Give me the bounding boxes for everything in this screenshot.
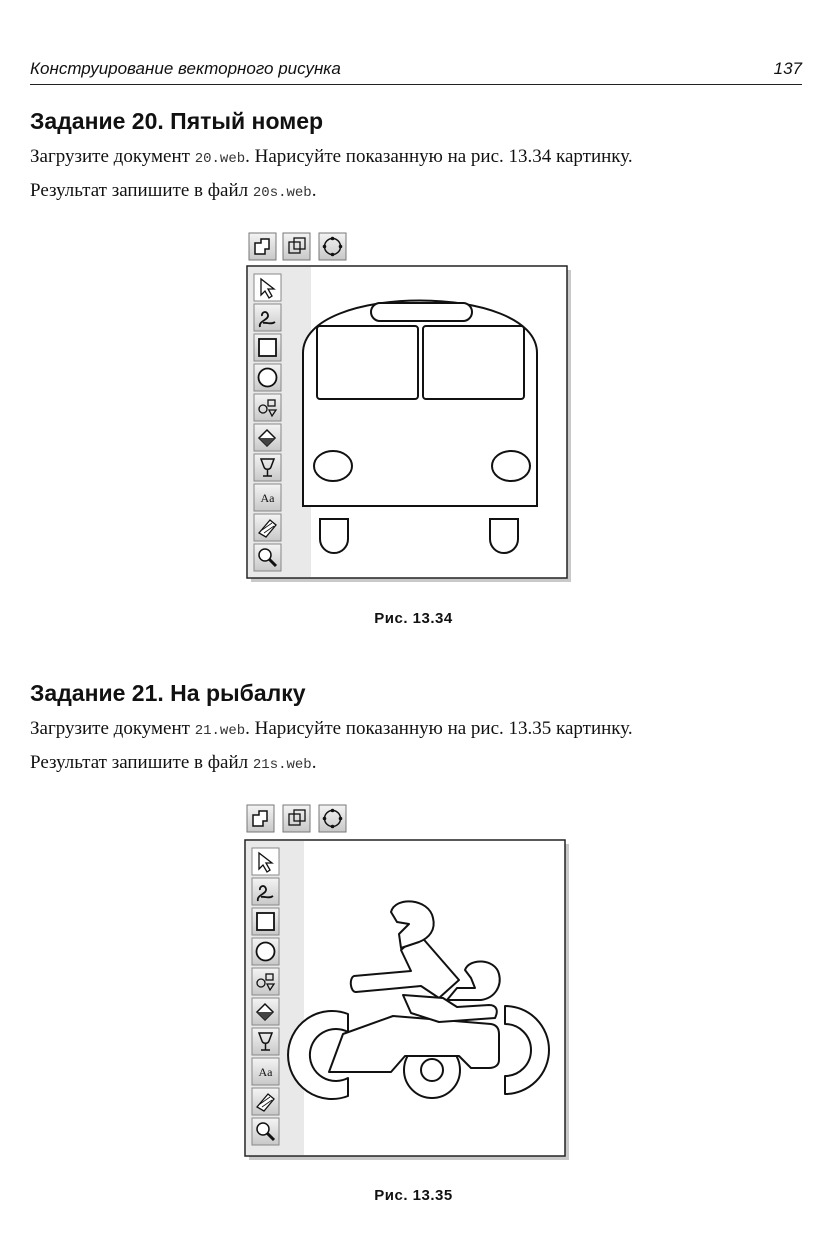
figure-13-34 <box>245 230 585 590</box>
page-number: 137 <box>773 59 802 78</box>
task-21-heading: Задание 21. На рыбалку <box>30 680 306 706</box>
intersect-icon[interactable] <box>283 805 310 832</box>
bus-windshield-right <box>423 326 524 399</box>
ellipse-icon[interactable] <box>252 938 279 965</box>
file-name: 20s.web <box>252 185 312 201</box>
fill-icon[interactable] <box>254 424 281 451</box>
rotate-icon[interactable] <box>319 233 346 260</box>
arrow-icon[interactable] <box>252 848 279 875</box>
freehand-icon[interactable] <box>252 878 279 905</box>
text-tool-icon[interactable] <box>254 484 281 511</box>
bus-headlight-left <box>314 451 352 481</box>
rectangle-icon[interactable] <box>252 908 279 935</box>
rectangle-icon[interactable] <box>254 334 281 361</box>
file-name: 21s.web <box>252 757 312 773</box>
fill-icon[interactable] <box>252 998 279 1025</box>
running-header-title: Конструирование векторного рисунка <box>30 59 341 78</box>
zoom-icon[interactable] <box>254 544 281 571</box>
rotate-icon[interactable] <box>319 805 346 832</box>
goblet-icon[interactable] <box>252 1028 279 1055</box>
eraser-icon[interactable] <box>252 1088 279 1115</box>
svg-text:Aa: Aa <box>260 491 275 505</box>
bus-windshield-left <box>317 326 418 399</box>
goblet-icon[interactable] <box>254 454 281 481</box>
freehand-icon[interactable] <box>254 304 281 331</box>
text-tool-icon[interactable] <box>252 1058 279 1085</box>
file-name: 20.web <box>194 151 246 167</box>
figure-caption: Рис. 13.34 <box>374 610 453 627</box>
running-header <box>30 58 802 85</box>
figure-caption: Рис. 13.35 <box>374 1187 453 1204</box>
ellipse-icon[interactable] <box>254 364 281 391</box>
union-icon[interactable] <box>247 805 274 832</box>
eraser-icon[interactable] <box>254 514 281 541</box>
figure-13-35 <box>243 802 583 1172</box>
shapes-icon[interactable] <box>252 968 279 995</box>
bus-wheel-right <box>490 519 518 553</box>
svg-text:Aa: Aa <box>258 1065 273 1079</box>
shapes-icon[interactable] <box>254 394 281 421</box>
task-20-instructions: Загрузите документ 20.web. Нарисуйте показанную на рис. 13.34 картинку. Результат запишите в файл 20s.web. <box>30 146 633 201</box>
file-name: 21.web <box>194 723 246 739</box>
intersect-icon[interactable] <box>283 233 310 260</box>
union-icon[interactable] <box>249 233 276 260</box>
arrow-icon[interactable] <box>254 274 281 301</box>
zoom-icon[interactable] <box>252 1118 279 1145</box>
bus-headlight-right <box>492 451 530 481</box>
bus-destination-sign <box>371 303 472 321</box>
task-20-heading: Задание 20. Пятый номер <box>30 108 324 134</box>
task-21-instructions: Загрузите документ 21.web. Нарисуйте показанную на рис. 13.35 картинку. Результат запишите в файл 21s.web. <box>30 718 633 773</box>
bus-wheel-left <box>320 519 348 553</box>
